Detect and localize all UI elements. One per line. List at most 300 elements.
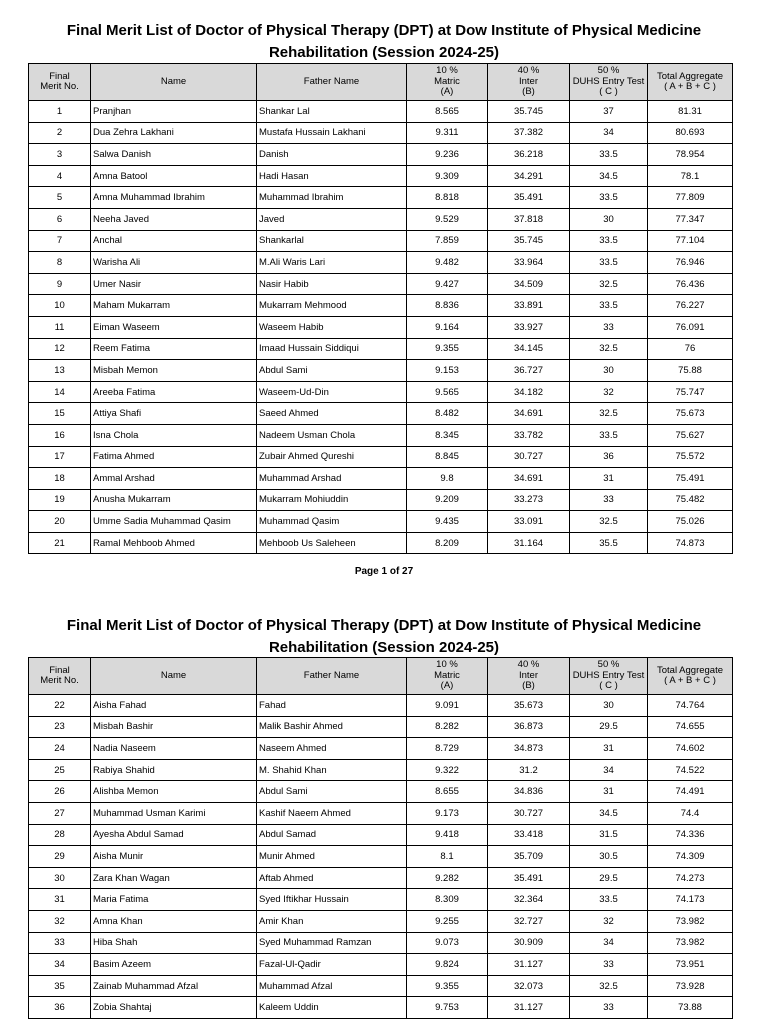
table-row [29,846,733,868]
cell-inter: 33.891 [488,295,570,317]
cell-name: Isna Chola [91,424,257,446]
cell-inter: 34.873 [488,738,570,760]
cell-father-name: Imaad Hussain Siddiqui [257,338,407,360]
cell-entry-test: 31.5 [570,824,648,846]
cell-merit-no: 25 [29,759,91,781]
cell-merit-no: 15 [29,403,91,425]
table-row [29,759,733,781]
cell-inter: 33.418 [488,824,570,846]
cell-inter: 37.818 [488,208,570,230]
cell-merit-no: 9 [29,273,91,295]
cell-father-name: Shankar Lal [257,101,407,123]
cell-merit-no: 24 [29,738,91,760]
cell-father-name: Javed [257,208,407,230]
cell-matric: 9.255 [407,910,488,932]
table-row [29,954,733,976]
cell-merit-no: 1 [29,101,91,123]
table-row [29,122,733,144]
cell-merit-no: 28 [29,824,91,846]
cell-matric: 8.209 [407,532,488,554]
cell-total-aggregate: 74.522 [648,759,733,781]
header-total-aggregate: Total Aggregate ( A + B + C ) [648,64,733,101]
cell-father-name: Muhammad Afzal [257,975,407,997]
table-row [29,824,733,846]
cell-father-name: Fahad [257,695,407,717]
cell-inter: 30.727 [488,446,570,468]
cell-matric: 8.845 [407,446,488,468]
cell-name: Warisha Ali [91,252,257,274]
cell-name: Hiba Shah [91,932,257,954]
cell-entry-test: 32.5 [570,511,648,533]
table-row [29,802,733,824]
cell-merit-no: 33 [29,932,91,954]
cell-total-aggregate: 73.88 [648,997,733,1019]
table-row [29,316,733,338]
cell-name: Basim Azeem [91,954,257,976]
cell-merit-no: 4 [29,165,91,187]
merit-table-page-1 [28,63,733,554]
cell-matric: 9.164 [407,316,488,338]
cell-name: Muhammad Usman Karimi [91,802,257,824]
cell-entry-test: 36 [570,446,648,468]
cell-entry-test: 33.5 [570,252,648,274]
cell-matric: 8.655 [407,781,488,803]
cell-total-aggregate: 75.747 [648,381,733,403]
cell-matric: 9.309 [407,165,488,187]
cell-inter: 35.745 [488,101,570,123]
cell-inter: 36.873 [488,716,570,738]
cell-merit-no: 35 [29,975,91,997]
cell-total-aggregate: 74.491 [648,781,733,803]
header-merit-no: Final Merit No. [29,64,91,101]
cell-name: Zara Khan Wagan [91,867,257,889]
table-row [29,360,733,382]
cell-merit-no: 29 [29,846,91,868]
table-row [29,932,733,954]
table-row [29,889,733,911]
table-row [29,381,733,403]
cell-total-aggregate: 76.946 [648,252,733,274]
cell-total-aggregate: 74.764 [648,695,733,717]
cell-father-name: Muhammad Qasim [257,511,407,533]
cell-merit-no: 7 [29,230,91,252]
cell-entry-test: 34 [570,122,648,144]
page-2-title [0,615,768,659]
cell-name: Zainab Muhammad Afzal [91,975,257,997]
cell-entry-test: 32.5 [570,975,648,997]
cell-name: Misbah Bashir [91,716,257,738]
table-row [29,273,733,295]
cell-name: Rabiya Shahid [91,759,257,781]
cell-matric: 9.529 [407,208,488,230]
cell-matric: 8.565 [407,101,488,123]
cell-matric: 9.209 [407,489,488,511]
cell-merit-no: 5 [29,187,91,209]
cell-matric: 9.355 [407,975,488,997]
cell-matric: 8.818 [407,187,488,209]
cell-total-aggregate: 75.482 [648,489,733,511]
cell-father-name: Munir Ahmed [257,846,407,868]
cell-matric: 9.565 [407,381,488,403]
cell-entry-test: 32.5 [570,338,648,360]
cell-total-aggregate: 74.273 [648,867,733,889]
cell-matric: 7.859 [407,230,488,252]
cell-name: Anusha Mukarram [91,489,257,511]
title-line-2: Rehabilitation (Session 2024-25) [268,44,500,61]
cell-inter: 36.218 [488,144,570,166]
cell-name: Alishba Memon [91,781,257,803]
table-row [29,468,733,490]
cell-father-name: Muhammad Arshad [257,468,407,490]
cell-inter: 33.782 [488,424,570,446]
cell-total-aggregate: 81.31 [648,101,733,123]
cell-merit-no: 10 [29,295,91,317]
cell-matric: 9.435 [407,511,488,533]
merit-table-page-2 [28,657,733,1019]
cell-name: Neeha Javed [91,208,257,230]
cell-merit-no: 8 [29,252,91,274]
cell-total-aggregate: 75.491 [648,468,733,490]
cell-total-aggregate: 76.227 [648,295,733,317]
cell-matric: 8.836 [407,295,488,317]
cell-name: Salwa Danish [91,144,257,166]
header-entry-test: 50 % DUHS Entry Test ( C ) [570,658,648,695]
cell-total-aggregate: 77.104 [648,230,733,252]
cell-inter: 32.727 [488,910,570,932]
table-row [29,101,733,123]
cell-entry-test: 33.5 [570,144,648,166]
table-row [29,252,733,274]
cell-inter: 35.491 [488,187,570,209]
cell-entry-test: 32 [570,910,648,932]
page-1-title [0,20,768,64]
cell-matric: 9.153 [407,360,488,382]
cell-merit-no: 23 [29,716,91,738]
cell-total-aggregate: 74.873 [648,532,733,554]
cell-father-name: Nasir Habib [257,273,407,295]
table-row [29,446,733,468]
cell-father-name: Abdul Samad [257,824,407,846]
cell-entry-test: 37 [570,101,648,123]
cell-father-name: Kaleem Uddin [257,997,407,1019]
cell-name: Ayesha Abdul Samad [91,824,257,846]
cell-total-aggregate: 75.572 [648,446,733,468]
cell-total-aggregate: 75.673 [648,403,733,425]
cell-father-name: Saeed Ahmed [257,403,407,425]
cell-merit-no: 13 [29,360,91,382]
cell-name: Umer Nasir [91,273,257,295]
cell-entry-test: 30 [570,208,648,230]
cell-father-name: Mukarram Mohiuddin [257,489,407,511]
cell-name: Nadia Naseem [91,738,257,760]
cell-entry-test: 33 [570,997,648,1019]
cell-matric: 8.282 [407,716,488,738]
cell-name: Anchal [91,230,257,252]
table-row [29,165,733,187]
table-row [29,738,733,760]
cell-inter: 31.2 [488,759,570,781]
cell-father-name: Syed Iftikhar Hussain [257,889,407,911]
cell-total-aggregate: 76.436 [648,273,733,295]
table-body-page-2 [29,695,733,1019]
cell-entry-test: 33 [570,489,648,511]
header-father-name: Father Name [257,64,407,101]
table-row [29,424,733,446]
table-row [29,295,733,317]
cell-inter: 33.273 [488,489,570,511]
cell-merit-no: 14 [29,381,91,403]
cell-name: Amna Batool [91,165,257,187]
cell-entry-test: 30 [570,360,648,382]
cell-father-name: Malik Bashir Ahmed [257,716,407,738]
title-line-1: Final Merit List of Doctor of Physical Therapy (DPT) at Dow Institute of Physical Medicine [66,617,702,634]
cell-matric: 9.073 [407,932,488,954]
cell-name: Pranjhan [91,101,257,123]
header-merit-no: Final Merit No. [29,658,91,695]
cell-inter: 35.709 [488,846,570,868]
header-total-aggregate: Total Aggregate ( A + B + C ) [648,658,733,695]
cell-matric: 8.482 [407,403,488,425]
header-name: Name [91,658,257,695]
table-row [29,208,733,230]
header-entry-test: 50 % DUHS Entry Test ( C ) [570,64,648,101]
cell-entry-test: 31 [570,781,648,803]
table-row [29,532,733,554]
cell-total-aggregate: 74.655 [648,716,733,738]
header-father-name: Father Name [257,658,407,695]
cell-matric: 8.1 [407,846,488,868]
cell-total-aggregate: 76.091 [648,316,733,338]
cell-father-name: Abdul Sami [257,781,407,803]
cell-entry-test: 30 [570,695,648,717]
cell-total-aggregate: 73.951 [648,954,733,976]
table-row [29,716,733,738]
title-line-2: Rehabilitation (Session 2024-25) [268,639,500,656]
cell-name: Eiman Waseem [91,316,257,338]
cell-entry-test: 33.5 [570,295,648,317]
cell-merit-no: 2 [29,122,91,144]
cell-father-name: Mukarram Mehmood [257,295,407,317]
cell-name: Umme Sadia Muhammad Qasim [91,511,257,533]
cell-father-name: M. Shahid Khan [257,759,407,781]
cell-total-aggregate: 80.693 [648,122,733,144]
cell-name: Misbah Memon [91,360,257,382]
table-row [29,975,733,997]
cell-father-name: Mustafa Hussain Lakhani [257,122,407,144]
cell-total-aggregate: 73.982 [648,932,733,954]
cell-merit-no: 32 [29,910,91,932]
cell-merit-no: 17 [29,446,91,468]
cell-inter: 35.673 [488,695,570,717]
cell-merit-no: 21 [29,532,91,554]
cell-inter: 36.727 [488,360,570,382]
cell-matric: 9.091 [407,695,488,717]
cell-merit-no: 6 [29,208,91,230]
cell-entry-test: 34.5 [570,165,648,187]
cell-merit-no: 36 [29,997,91,1019]
cell-father-name: Abdul Sami [257,360,407,382]
cell-name: Amna Khan [91,910,257,932]
cell-matric: 9.173 [407,802,488,824]
table-row [29,695,733,717]
cell-entry-test: 33 [570,316,648,338]
cell-total-aggregate: 76 [648,338,733,360]
cell-name: Maham Mukarram [91,295,257,317]
cell-father-name: Zubair Ahmed Qureshi [257,446,407,468]
cell-name: Amna Muhammad Ibrahim [91,187,257,209]
cell-name: Attiya Shafi [91,403,257,425]
cell-inter: 30.909 [488,932,570,954]
cell-father-name: Syed Muhammad Ramzan [257,932,407,954]
cell-father-name: Kashif Naeem Ahmed [257,802,407,824]
cell-merit-no: 3 [29,144,91,166]
cell-inter: 33.927 [488,316,570,338]
cell-merit-no: 12 [29,338,91,360]
header-matric: 10 % Matric (A) [407,658,488,695]
cell-merit-no: 19 [29,489,91,511]
cell-total-aggregate: 78.954 [648,144,733,166]
cell-total-aggregate: 74.309 [648,846,733,868]
cell-name: Ammal Arshad [91,468,257,490]
header-matric: 10 % Matric (A) [407,64,488,101]
cell-matric: 9.418 [407,824,488,846]
cell-merit-no: 31 [29,889,91,911]
cell-name: Aisha Fahad [91,695,257,717]
table-row [29,144,733,166]
header-name: Name [91,64,257,101]
cell-total-aggregate: 74.173 [648,889,733,911]
cell-entry-test: 33.5 [570,889,648,911]
cell-name: Aisha Munir [91,846,257,868]
cell-father-name: Mehboob Us Saleheen [257,532,407,554]
cell-total-aggregate: 78.1 [648,165,733,187]
cell-inter: 37.382 [488,122,570,144]
header-inter: 40 % Inter (B) [488,658,570,695]
cell-inter: 34.291 [488,165,570,187]
cell-inter: 32.073 [488,975,570,997]
cell-entry-test: 33 [570,954,648,976]
cell-father-name: Nadeem Usman Chola [257,424,407,446]
cell-inter: 31.127 [488,997,570,1019]
cell-matric: 9.282 [407,867,488,889]
cell-entry-test: 29.5 [570,716,648,738]
cell-merit-no: 18 [29,468,91,490]
cell-total-aggregate: 73.982 [648,910,733,932]
cell-matric: 9.236 [407,144,488,166]
cell-entry-test: 32 [570,381,648,403]
cell-matric: 9.311 [407,122,488,144]
cell-entry-test: 34 [570,759,648,781]
cell-total-aggregate: 74.4 [648,802,733,824]
cell-merit-no: 16 [29,424,91,446]
cell-entry-test: 32.5 [570,273,648,295]
cell-name: Reem Fatima [91,338,257,360]
cell-inter: 35.745 [488,230,570,252]
cell-father-name: M.Ali Waris Lari [257,252,407,274]
cell-inter: 34.691 [488,468,570,490]
cell-inter: 33.964 [488,252,570,274]
table-row [29,187,733,209]
table-row [29,230,733,252]
title-line-1: Final Merit List of Doctor of Physical Therapy (DPT) at Dow Institute of Physical Medicine [66,22,702,39]
cell-father-name: Shankarlal [257,230,407,252]
table-row [29,338,733,360]
cell-father-name: Muhammad Ibrahim [257,187,407,209]
cell-inter: 31.127 [488,954,570,976]
cell-name: Maria Fatima [91,889,257,911]
cell-father-name: Danish [257,144,407,166]
cell-matric: 9.427 [407,273,488,295]
cell-entry-test: 32.5 [570,403,648,425]
cell-matric: 9.322 [407,759,488,781]
cell-matric: 9.8 [407,468,488,490]
cell-father-name: Fazal-Ul-Qadir [257,954,407,976]
cell-entry-test: 33.5 [570,230,648,252]
table-row [29,511,733,533]
cell-total-aggregate: 77.809 [648,187,733,209]
cell-entry-test: 31 [570,738,648,760]
cell-total-aggregate: 77.347 [648,208,733,230]
page-footer: Page 1 of 27 [354,566,414,577]
cell-total-aggregate: 74.602 [648,738,733,760]
cell-name: Areeba Fatima [91,381,257,403]
table-body-page-1 [29,101,733,554]
cell-father-name: Aftab Ahmed [257,867,407,889]
table-row [29,781,733,803]
cell-entry-test: 34 [570,932,648,954]
cell-merit-no: 22 [29,695,91,717]
cell-matric: 8.729 [407,738,488,760]
cell-merit-no: 30 [29,867,91,889]
cell-merit-no: 34 [29,954,91,976]
cell-name: Dua Zehra Lakhani [91,122,257,144]
cell-total-aggregate: 75.627 [648,424,733,446]
cell-inter: 34.145 [488,338,570,360]
cell-inter: 34.182 [488,381,570,403]
header-inter: 40 % Inter (B) [488,64,570,101]
cell-father-name: Waseem Habib [257,316,407,338]
table-row [29,867,733,889]
cell-merit-no: 27 [29,802,91,824]
table-row [29,997,733,1019]
cell-total-aggregate: 74.336 [648,824,733,846]
cell-entry-test: 29.5 [570,867,648,889]
cell-matric: 9.824 [407,954,488,976]
cell-father-name: Waseem-Ud-Din [257,381,407,403]
cell-total-aggregate: 75.026 [648,511,733,533]
cell-inter: 30.727 [488,802,570,824]
cell-matric: 9.753 [407,997,488,1019]
cell-inter: 34.509 [488,273,570,295]
cell-matric: 8.309 [407,889,488,911]
cell-total-aggregate: 73.928 [648,975,733,997]
cell-entry-test: 35.5 [570,532,648,554]
table-row [29,489,733,511]
cell-entry-test: 31 [570,468,648,490]
cell-inter: 33.091 [488,511,570,533]
cell-entry-test: 34.5 [570,802,648,824]
cell-entry-test: 33.5 [570,424,648,446]
cell-total-aggregate: 75.88 [648,360,733,382]
cell-inter: 32.364 [488,889,570,911]
cell-inter: 34.836 [488,781,570,803]
cell-entry-test: 30.5 [570,846,648,868]
cell-matric: 8.345 [407,424,488,446]
cell-inter: 35.491 [488,867,570,889]
cell-inter: 31.164 [488,532,570,554]
cell-entry-test: 33.5 [570,187,648,209]
table-row [29,403,733,425]
